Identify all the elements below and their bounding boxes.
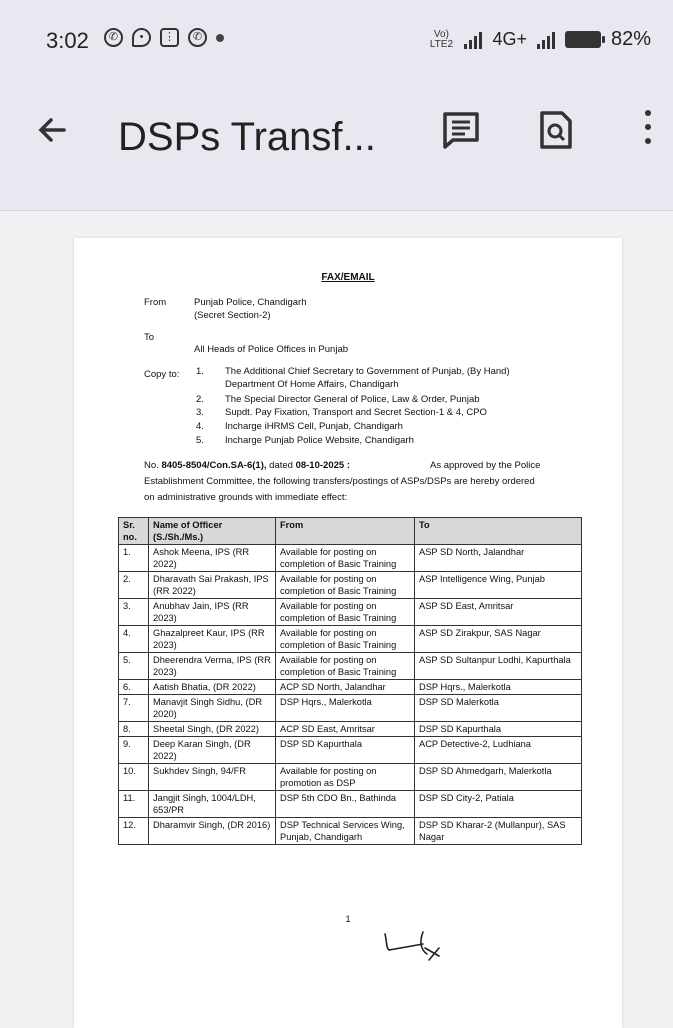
find-in-page-icon[interactable] <box>536 110 576 150</box>
page-number: 1 <box>345 914 351 924</box>
document-title: DSPs Transf... <box>118 115 376 159</box>
status-time: 3:02 <box>46 28 89 53</box>
table-row <box>119 818 582 845</box>
table-row <box>119 545 582 572</box>
cell-from: ACP SD North, Jalandhar <box>276 680 415 695</box>
chat-bubble-icon: • <box>132 28 151 47</box>
cell-to: ASP SD Sultanpur Lodhi, Kapurthala <box>415 653 582 680</box>
table-row <box>119 626 582 653</box>
cell-sr: 3. <box>119 599 149 626</box>
table-row <box>119 572 582 599</box>
network-type: 4G+ <box>492 29 527 49</box>
cell-name: Dharamvir Singh, (DR 2016) <box>149 818 276 845</box>
cell-to: DSP Hqrs., Malerkotla <box>415 680 582 695</box>
cell-name: Dheerendra Verma, IPS (RR 2023) <box>149 653 276 680</box>
order-number: 8405-8504/Con.SA-6(1), <box>161 460 267 471</box>
cell-name: Jangjit Singh, 1004/LDH, 653/PR <box>149 791 276 818</box>
order-line <box>144 460 350 471</box>
header-from: From <box>276 518 415 545</box>
header-name: Name of Officer (S./Sh./Ms.) <box>149 518 276 545</box>
copy-item-line: Supdt. Pay Fixation, Transport and Secret Section-1 & 4, CPO <box>225 407 487 418</box>
body-text-3: on administrative grounds with immediate effect: <box>144 492 348 503</box>
cell-from: DSP Hqrs., Malerkotla <box>276 695 415 722</box>
cell-sr: 2. <box>119 572 149 599</box>
body-text-2: Establishment Committee, the following transfers/postings of ASPs/DSPs are hereby ordered <box>144 476 535 487</box>
cell-name: Sheetal Singh, (DR 2022) <box>149 722 276 737</box>
cell-sr: 10. <box>119 764 149 791</box>
to-label: To <box>144 332 155 343</box>
cell-sr: 12. <box>119 818 149 845</box>
copy-item-number: 5. <box>196 435 204 446</box>
cell-from: Available for posting on completion of Basic Training <box>276 572 415 599</box>
from-label: From <box>144 297 167 308</box>
cell-sr: 9. <box>119 737 149 764</box>
table-header-row <box>119 518 582 545</box>
cell-to: DSP SD City-2, Patiala <box>415 791 582 818</box>
copy-item-number: 2. <box>196 394 204 405</box>
cell-from: Available for posting on completion of Basic Training <box>276 599 415 626</box>
order-no-prefix: No. <box>144 460 159 471</box>
cell-name: Dharavath Sai Prakash, IPS (RR 2022) <box>149 572 276 599</box>
cell-name: Ghazalpreet Kaur, IPS (RR 2023) <box>149 626 276 653</box>
cell-sr: 8. <box>119 722 149 737</box>
cell-from: Available for posting on promotion as DSP <box>276 764 415 791</box>
back-arrow-icon[interactable] <box>34 112 70 158</box>
cell-to: DSP SD Ahmedgarh, Malerkotla <box>415 764 582 791</box>
table-row <box>119 680 582 695</box>
copy-item-line: Incharge Punjab Police Website, Chandigarh <box>225 435 414 446</box>
cell-to: ASP SD Zirakpur, SAS Nagar <box>415 626 582 653</box>
table-row <box>119 695 582 722</box>
signal-strength-icon <box>537 31 555 49</box>
cell-name: Aatish Bhatia, (DR 2022) <box>149 680 276 695</box>
cell-name: Deep Karan Singh, (DR 2022) <box>149 737 276 764</box>
header-sr-no: Sr. no. <box>119 518 149 545</box>
cell-from: Available for posting on completion of Basic Training <box>276 626 415 653</box>
more-vert-icon[interactable] <box>643 110 653 144</box>
to-value: All Heads of Police Offices in Punjab <box>194 344 349 355</box>
cell-from: Available for posting on completion of Basic Training <box>276 653 415 680</box>
copy-item-line: Department Of Home Affairs, Chandigarh <box>225 379 399 390</box>
calculator-icon: ⋮ <box>160 28 179 47</box>
cell-to: DSP SD Kapurthala <box>415 722 582 737</box>
transfer-table <box>118 517 582 845</box>
status-bar <box>0 0 673 80</box>
cell-to: ASP SD North, Jalandhar <box>415 545 582 572</box>
table-row <box>119 653 582 680</box>
cell-from: DSP Technical Services Wing, Punjab, Chandigarh <box>276 818 415 845</box>
signature <box>379 928 449 966</box>
cell-from: Available for posting on completion of Basic Training <box>276 545 415 572</box>
table-row <box>119 722 582 737</box>
battery-percent: 82% <box>610 28 651 50</box>
cell-to: DSP SD Malerkotla <box>415 695 582 722</box>
system-icons <box>428 28 651 51</box>
copy-item-number: 4. <box>196 421 204 432</box>
cell-sr: 5. <box>119 653 149 680</box>
cell-to: ASP SD East, Amritsar <box>415 599 582 626</box>
whatsapp-icon: ✆ <box>104 28 123 47</box>
order-date: 08-10-2025 <box>295 460 345 471</box>
cell-sr: 11. <box>119 791 149 818</box>
cell-to: ACP Detective-2, Ludhiana <box>415 737 582 764</box>
dated-label: dated <box>269 460 293 471</box>
cell-to: ASP Intelligence Wing, Punjab <box>415 572 582 599</box>
cell-sr: 6. <box>119 680 149 695</box>
cell-from: DSP SD Kapurthala <box>276 737 415 764</box>
volte-indicator: Vo) LTE2 <box>429 28 454 50</box>
cell-sr: 4. <box>119 626 149 653</box>
copy-item-line: The Special Director General of Police, Law & Order, Punjab <box>225 394 480 405</box>
table-row <box>119 599 582 626</box>
copy-item-line: The Additional Chief Secretary to Government of Punjab, (By Hand) <box>225 366 510 377</box>
cell-sr: 7. <box>119 695 149 722</box>
document-page <box>74 238 622 1028</box>
table-row <box>119 764 582 791</box>
table-row <box>119 737 582 764</box>
from-line-1: Punjab Police, Chandigarh <box>194 297 307 308</box>
signal-strength-icon <box>464 31 482 49</box>
cell-from: DSP 5th CDO Bn., Bathinda <box>276 791 415 818</box>
body-text-1: As approved by the Police <box>430 460 541 471</box>
cell-to: DSP SD Kharar-2 (Mullanpur), SAS Nagar <box>415 818 582 845</box>
header-to: To <box>415 518 582 545</box>
notification-icons <box>104 28 224 47</box>
cell-name: Manavjit Singh Sidhu, (DR 2020) <box>149 695 276 722</box>
whatsapp-icon: ✆ <box>188 28 207 47</box>
cell-name: Anubhav Jain, IPS (RR 2023) <box>149 599 276 626</box>
comment-icon[interactable] <box>441 110 481 150</box>
doc-header: FAX/EMAIL <box>321 272 375 283</box>
table-row <box>119 791 582 818</box>
copy-item-number: 1. <box>196 366 204 377</box>
battery-icon <box>565 31 601 48</box>
copy-item-number: 3. <box>196 407 204 418</box>
copy-item-line: Incharge iHRMS Cell, Punjab, Chandigarh <box>225 421 403 432</box>
more-notifications-dot-icon <box>216 34 224 42</box>
cell-name: Sukhdev Singh, 94/FR <box>149 764 276 791</box>
app-bar <box>0 80 673 211</box>
cell-from: ACP SD East, Amritsar <box>276 722 415 737</box>
order-colon: : <box>346 460 350 471</box>
from-line-2: (Secret Section-2) <box>194 310 271 321</box>
cell-sr: 1. <box>119 545 149 572</box>
cell-name: Ashok Meena, IPS (RR 2022) <box>149 545 276 572</box>
copy-label: Copy to: <box>144 369 180 380</box>
